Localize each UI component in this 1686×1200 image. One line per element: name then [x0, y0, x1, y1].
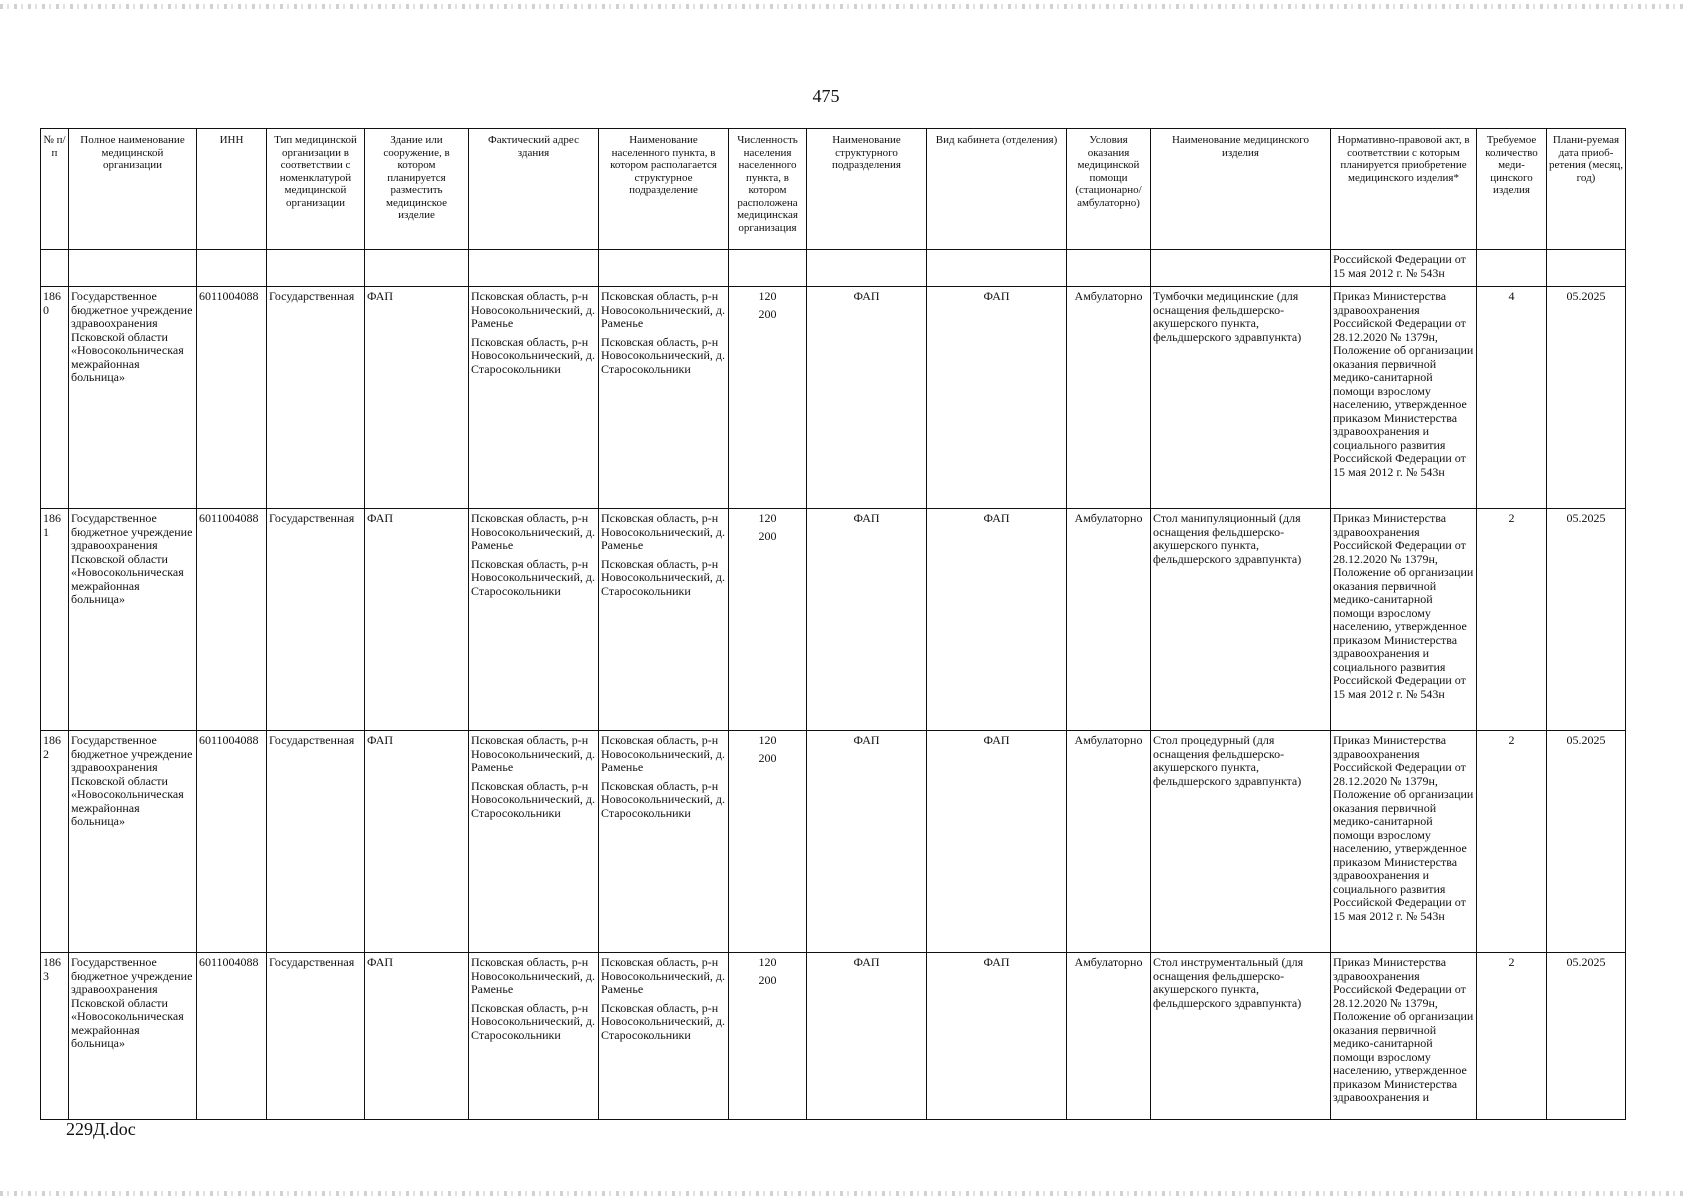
- legal-act: Приказ Министерства здравоохранения Российской Федерации от 28.12.2020 № 1379н, Положение об организации оказания первичной медико-санитарной помощи взрослому населению, утвержденное приказом Министерства здравоохранения и социального развития Российской Федерации от 15 мая 2012 г. № 543н: [1331, 509, 1477, 731]
- locality-1: Псковская область, р-н Новосокольнический, д. Раменье: [601, 733, 726, 774]
- organization-name: Государственное бюджетное учреждение здравоохранения Псковской области «Новосокольническая межрайонная больница»: [69, 509, 197, 731]
- structural-unit: ФАП: [807, 953, 927, 1120]
- locality-2: Псковская область, р-н Новосокольнический, д. Старосокольники: [601, 778, 726, 820]
- locality-2: Псковская область, р-н Новосокольнический, д. Старосокольники: [601, 1000, 726, 1042]
- header-cell-building: Здание или сооружение, в котором планируется разместить медицинское изделие: [365, 129, 469, 250]
- building-name: ФАП: [365, 287, 469, 509]
- equipment-register-table: [40, 128, 1626, 1120]
- device-name: Стол инструментальный (для оснащения фельдшерско-акушерского пункта, фельдшерского здравпункта): [1151, 953, 1331, 1120]
- organization-name: Государственное бюджетное учреждение здравоохранения Псковской области «Новосокольническая межрайонная больница»: [69, 953, 197, 1120]
- address-2: Псковская область, р-н Новосокольнический, д. Старосокольники: [471, 1000, 596, 1042]
- structural-unit: ФАП: [807, 731, 927, 953]
- actual-address: [469, 731, 599, 953]
- header-cell-qty: Требуемое количество меди-цинского изделия: [1477, 129, 1547, 250]
- header-cell-num: № п/п: [41, 129, 69, 250]
- table-row: [41, 953, 1626, 1120]
- locality-2: Псковская область, р-н Новосокольнический, д. Старосокольники: [601, 334, 726, 376]
- locality-name: [599, 953, 729, 1120]
- device-name: Стол манипуляционный (для оснащения фельдшерско-акушерского пункта, фельдшерского здравпункта): [1151, 509, 1331, 731]
- table-row: [41, 509, 1626, 731]
- cabinet-type: ФАП: [927, 509, 1067, 731]
- address-2: Псковская область, р-н Новосокольнический, д. Старосокольники: [471, 556, 596, 598]
- building-name: ФАП: [365, 953, 469, 1120]
- page-number: 475: [812, 86, 840, 106]
- required-quantity: 2: [1477, 509, 1547, 731]
- building-name: ФАП: [365, 731, 469, 953]
- care-conditions: Амбулаторно: [1067, 509, 1151, 731]
- required-quantity: 4: [1477, 287, 1547, 509]
- carryover-act-cell: Российской Федерации от 15 мая 2012 г. № 543н: [1331, 250, 1477, 287]
- locality-2: Псковская область, р-н Новосокольнический, д. Старосокольники: [601, 556, 726, 598]
- population: [729, 509, 807, 731]
- building-name: ФАП: [365, 509, 469, 731]
- header-cell-type: Тип медицинской организации в соответствии с номенклатурой медицинской организации: [267, 129, 365, 250]
- population-1: 120: [758, 511, 777, 525]
- scan-edge-top: [0, 4, 1686, 9]
- address-2: Псковская область, р-н Новосокольнический, д. Старосокольники: [471, 334, 596, 376]
- locality-name: [599, 731, 729, 953]
- header-cell-act: Нормативно-правовой акт, в соответствии с которым планируется приобретение медицинского изделия*: [1331, 129, 1477, 250]
- organization-type: Государственная: [267, 953, 365, 1120]
- locality-name: [599, 509, 729, 731]
- organization-name: Государственное бюджетное учреждение здравоохранения Псковской области «Новосокольническая межрайонная больница»: [69, 731, 197, 953]
- table-row: [41, 287, 1626, 509]
- actual-address: [469, 287, 599, 509]
- planned-date: 05.2025: [1547, 731, 1626, 953]
- table-row: [41, 731, 1626, 953]
- population: [729, 953, 807, 1120]
- row-number: 1862: [41, 731, 69, 953]
- header-cell-address: Фактический адрес здания: [469, 129, 599, 250]
- care-conditions: Амбулаторно: [1067, 953, 1151, 1120]
- cabinet-type: ФАП: [927, 287, 1067, 509]
- organization-type: Государственная: [267, 509, 365, 731]
- care-conditions: Амбулаторно: [1067, 287, 1151, 509]
- device-name: Стол процедурный (для оснащения фельдшерско-акушерского пункта, фельдшерского здравпункта): [1151, 731, 1331, 953]
- population: [729, 731, 807, 953]
- population-2: 200: [758, 750, 777, 765]
- planned-date: 05.2025: [1547, 287, 1626, 509]
- organization-type: Государственная: [267, 731, 365, 953]
- header-cell-cabinet: Вид кабинета (отделения): [927, 129, 1067, 250]
- header-cell-org: Полное наименование медицинской организации: [69, 129, 197, 250]
- header-cell-conditions: Условия оказания медицинской помощи (стационарно/ амбулаторно): [1067, 129, 1151, 250]
- population-1: 120: [758, 733, 777, 747]
- organization-name: Государственное бюджетное учреждение здравоохранения Псковской области «Новосокольническая межрайонная больница»: [69, 287, 197, 509]
- legal-act: Приказ Министерства здравоохранения Российской Федерации от 28.12.2020 № 1379н, Положение об организации оказания первичной медико-санитарной помощи взрослому населению, утвержденное приказом Министерства здравоохранения и: [1331, 953, 1477, 1120]
- required-quantity: 2: [1477, 953, 1547, 1120]
- scan-edge-bottom: [0, 1191, 1686, 1196]
- header-cell-unit: Наименование структурного подразделения: [807, 129, 927, 250]
- address-1: Псковская область, р-н Новосокольнический, д. Раменье: [471, 733, 596, 774]
- locality-1: Псковская область, р-н Новосокольнический, д. Раменье: [601, 955, 726, 996]
- header-row: [41, 129, 1626, 250]
- population-2: 200: [758, 306, 777, 321]
- header-cell-inn: ИНН: [197, 129, 267, 250]
- actual-address: [469, 953, 599, 1120]
- footer-filename: 229Д.doc: [66, 1119, 136, 1139]
- carryover-row: [41, 250, 1626, 287]
- inn-value: 6011004088: [197, 731, 267, 953]
- locality-name: [599, 287, 729, 509]
- inn-value: 6011004088: [197, 509, 267, 731]
- cabinet-type: ФАП: [927, 953, 1067, 1120]
- organization-type: Государственная: [267, 287, 365, 509]
- structural-unit: ФАП: [807, 287, 927, 509]
- row-number: 1860: [41, 287, 69, 509]
- cabinet-type: ФАП: [927, 731, 1067, 953]
- address-2: Псковская область, р-н Новосокольнический, д. Старосокольники: [471, 778, 596, 820]
- inn-value: 6011004088: [197, 953, 267, 1120]
- actual-address: [469, 509, 599, 731]
- address-1: Псковская область, р-н Новосокольнический, д. Раменье: [471, 511, 596, 552]
- header-cell-population: Численность населения населенного пункта, в котором расположена медицинская организация: [729, 129, 807, 250]
- header-cell-device: Наименование медицинского изделия: [1151, 129, 1331, 250]
- address-1: Псковская область, р-н Новосокольнический, д. Раменье: [471, 955, 596, 996]
- row-number: 1861: [41, 509, 69, 731]
- locality-1: Псковская область, р-н Новосокольнический, д. Раменье: [601, 511, 726, 552]
- legal-act: Приказ Министерства здравоохранения Российской Федерации от 28.12.2020 № 1379н, Положение об организации оказания первичной медико-санитарной помощи взрослому населению, утвержденное приказом Министерства здравоохранения и социального развития Российской Федерации от 15 мая 2012 г. № 543н: [1331, 731, 1477, 953]
- planned-date: 05.2025: [1547, 953, 1626, 1120]
- population-2: 200: [758, 528, 777, 543]
- header-cell-locality: Наименование населенного пункта, в котором располагается структурное подразделение: [599, 129, 729, 250]
- inn-value: 6011004088: [197, 287, 267, 509]
- population-1: 120: [758, 289, 777, 303]
- population: [729, 287, 807, 509]
- structural-unit: ФАП: [807, 509, 927, 731]
- row-number: 1863: [41, 953, 69, 1120]
- care-conditions: Амбулаторно: [1067, 731, 1151, 953]
- device-name: Тумбочки медицинские (для оснащения фельдшерско-акушерского пункта, фельдшерского здравпункта): [1151, 287, 1331, 509]
- required-quantity: 2: [1477, 731, 1547, 953]
- planned-date: 05.2025: [1547, 509, 1626, 731]
- population-2: 200: [758, 972, 777, 987]
- header-cell-date: Плани-руемая дата приоб-ретения (месяц, год): [1547, 129, 1626, 250]
- legal-act: Приказ Министерства здравоохранения Российской Федерации от 28.12.2020 № 1379н, Положение об организации оказания первичной медико-санитарной помощи взрослому населению, утвержденное приказом Министерства здравоохранения и социального развития Российской Федерации от 15 мая 2012 г. № 543н: [1331, 287, 1477, 509]
- address-1: Псковская область, р-н Новосокольнический, д. Раменье: [471, 289, 596, 330]
- population-1: 120: [758, 955, 777, 969]
- locality-1: Псковская область, р-н Новосокольнический, д. Раменье: [601, 289, 726, 330]
